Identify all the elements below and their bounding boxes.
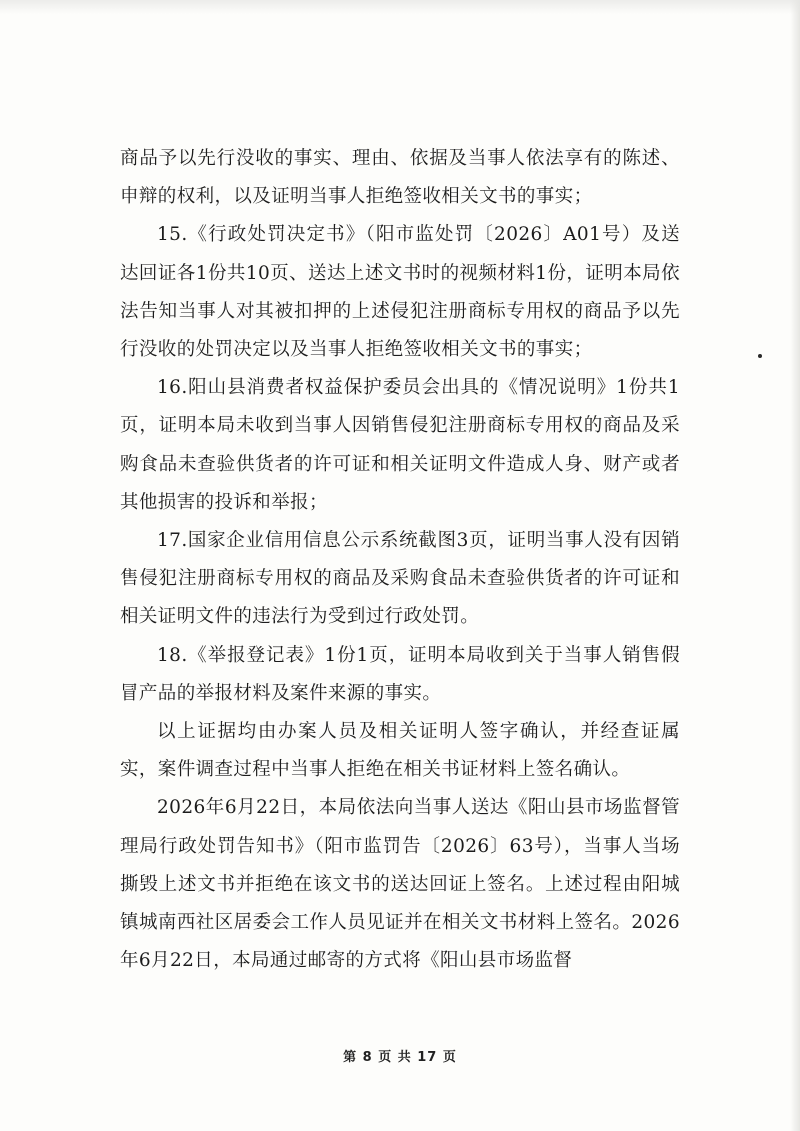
scan-edge-shadow-right <box>790 0 800 1131</box>
paragraph-continuation: 商品予以先行没收的事实、理由、依据及当事人依法享有的陈述、申辩的权利，以及证明当事人拒绝签收相关文书的事实； <box>120 148 680 208</box>
evidence-item-18: 18.《举报登记表》1份1页，证明本局收到关于当事人销售假冒产品的举报材料及案件来源的事实。 <box>120 644 680 704</box>
scan-speck <box>758 354 762 358</box>
evidence-item-17: 17.国家企业信用信息公示系统截图3页，证明当事人没有因销售侵犯注册商标专用权的商品及采购食品未查验供货者的许可证和相关证明文件的违法行为受到过行政处罚。 <box>120 530 680 628</box>
evidence-item-15: 15.《行政处罚决定书》（阳市监处罚〔2026〕A01号）及送达回证各1份共10页、送达上述文书时的视频材料1份，证明本局依法告知当事人对其被扣押的上述侵犯注册商标专用权的商品予以先行没收的处罚决定以及当事人拒绝签收相关文书的事实； <box>120 224 680 361</box>
evidence-item-16: 16.阳山县消费者权益保护委员会出具的《情况说明》1份共1页，证明本局未收到当事人因销售侵犯注册商标专用权的商品及采购食品未查验供货者的许可证和相关证明文件造成人身、财产或者其他损害的投诉和举报； <box>120 377 680 513</box>
page-number-footer: 第 8 页 共 17 页 <box>343 1050 457 1065</box>
procedure-paragraph: 2026年6月22日，本局依法向当事人送达《阳山县市场监督管理局行政处罚告知书》（阳市监罚告〔2026〕63号），当事人当场撕毁上述文书并拒绝在该文书的送达回证上签名。上述过程由阳城镇城南西社区居委会工作人员见证并在相关文书材料上签名。2026年6月22日，本局通过邮寄的方式将《阳山县市场监督 <box>120 797 680 972</box>
scan-edge-shadow <box>0 0 800 14</box>
document-body <box>120 140 680 980</box>
evidence-summary: 以上证据均由办案人员及相关证明人签字确认，并经查证属实，案件调查过程中当事人拒绝在相关书证材料上签名确认。 <box>120 721 680 781</box>
